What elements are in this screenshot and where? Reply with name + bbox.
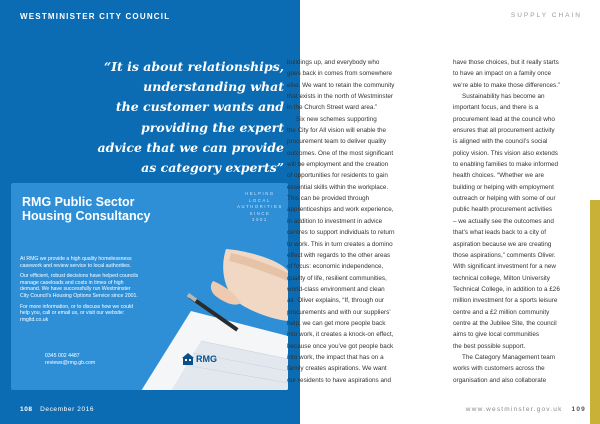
writing-hand-photo: [131, 241, 288, 390]
article-line: that’s what leads back to a city of: [453, 229, 546, 237]
article-line: in addition to investment in advice: [287, 217, 383, 225]
article-line: the best possible support.: [453, 342, 526, 350]
article-line: works with customers across the: [453, 365, 545, 373]
article-line: air. Oliver explains, “If, through our: [287, 297, 384, 305]
rmg-advertisement: [11, 183, 288, 390]
article-line: apprenticeships and work experience,: [287, 206, 394, 214]
left-page-number: 108: [20, 406, 33, 413]
article-line: Technical College, in addition to a £26: [453, 285, 560, 293]
ad-paragraph: For more information, or to discuss how we could help you, call or email us, or visit our website: rmgltd.co.uk: [20, 303, 134, 323]
article-line: important focus, and there is a: [453, 104, 539, 112]
article-line: aspiration because we are creating: [453, 240, 552, 248]
article-line: centre and a £2 million community: [453, 308, 550, 316]
section-header: SUPPLY CHAIN: [510, 12, 582, 19]
article-line: to enabling families to make informed: [453, 161, 559, 169]
article-line: because once you’ve got people back: [287, 342, 394, 350]
rmg-logo-text: RMG: [196, 354, 217, 364]
article-line: goes back in comes from somewhere: [287, 70, 393, 78]
pull-quote: [34, 57, 284, 178]
article-line: is aligned with the council’s social: [453, 138, 548, 146]
ad-title-line: Housing Consultancy: [22, 209, 151, 223]
ad-paragraph: Our efficient, robust decisions have helped councils manage caseloads and costs in times of high demand. We have successfully run Westminster City Council’s Housing Options Service since 2001.: [20, 273, 139, 299]
article-line: building or helping with employment: [453, 183, 554, 191]
article-line: will be employment and the creation: [287, 161, 389, 169]
article-line: – we actually see the outcomes and: [453, 217, 554, 225]
article-line: centres to support individuals to return: [287, 229, 395, 237]
article-line: into work, the impact that has on a: [287, 353, 384, 361]
article-line: The Category Management team: [462, 353, 556, 361]
article-line: centre at the Jubilee Site, the council: [453, 319, 557, 327]
ad-contact: [45, 353, 125, 367]
article-line: family creates aspirations. We want: [287, 365, 387, 373]
article-line: to work. This in turn creates a domino: [287, 240, 393, 248]
article-line: into work, it creates a knock-on effect,: [287, 331, 394, 339]
article-line: outreach or helping with some of our: [453, 195, 556, 203]
article-line: essential skills within the workplace.: [287, 183, 389, 191]
article-line: With significant investment for a new: [453, 263, 556, 271]
pull-quote-line: understanding what: [143, 79, 284, 95]
pull-quote-line: as category experts”: [141, 160, 284, 176]
article-line: technical college, Milton University: [453, 274, 550, 282]
pull-quote-line: the customer wants and: [115, 99, 284, 115]
article-line: our residents to have aspirations and: [287, 376, 392, 384]
ad-tagline-line: HELPING: [245, 191, 275, 196]
ad-body: [20, 256, 140, 327]
ad-email: reviews@rmg.gb.com: [45, 360, 96, 366]
right-footer: [466, 406, 586, 413]
right-page-number: 109: [571, 406, 586, 413]
article-line: have those choices, but it really starts: [453, 59, 559, 66]
article-line: Sustainability has become an: [462, 93, 545, 101]
ad-tagline-line: LOCAL: [249, 197, 271, 203]
article-line: those aspirations,” comments Oliver.: [453, 251, 556, 259]
article-line: policy vision. This vision also extends: [453, 149, 558, 157]
ad-title: [22, 195, 150, 223]
pull-quote-line: providing the expert: [141, 119, 284, 135]
article-line: the City for All vision will enable the: [287, 127, 387, 135]
article-line: help, we can get more people back: [287, 319, 386, 327]
decorative-strip: [590, 200, 600, 424]
left-footer: [20, 406, 94, 413]
ad-tagline-line: 2001: [252, 217, 268, 222]
publication-header: WESTMINISTER CITY COUNCIL: [20, 12, 171, 21]
article-line: Six new schemes supporting: [296, 115, 377, 123]
building-icon: [182, 353, 194, 365]
article-line: health choices. “Whether we are: [453, 172, 544, 180]
pull-quote-line: “It is about relationships,: [103, 59, 284, 74]
article-line: procurement team to deliver quality: [287, 138, 387, 146]
article-line: ensures that all procurement activity: [453, 127, 555, 135]
website-url: www.westminster.gov.uk: [465, 406, 563, 413]
article-line: procurement lead at the council who: [453, 115, 555, 123]
article-line: outcomes. One of the most significant: [287, 149, 394, 157]
rmg-logo: [182, 353, 217, 365]
ad-phone: 0345 002 4487: [45, 353, 80, 359]
article-column-1: [287, 57, 421, 386]
article-line: to have an impact on a family once: [453, 70, 552, 78]
pull-quote-line: advice that we can provide: [97, 139, 284, 155]
article-line: buildings up, and everybody who: [287, 59, 380, 66]
article-line: in the Church Street ward area.”: [287, 104, 378, 112]
article-column-2: [453, 57, 587, 386]
ad-title-line: RMG Public Sector: [22, 195, 135, 209]
article-line: million investment for a sports leisure: [453, 297, 558, 305]
article-line: else. We want to retain the community: [287, 81, 395, 89]
article-line: aims to give local communities: [453, 331, 540, 339]
article-line: of focus: economic independence,: [287, 263, 384, 271]
article-line: procurements and with our suppliers’: [287, 308, 391, 316]
article-line: organisation and also collaborate: [453, 376, 547, 384]
article-line: of opportunities for residents to gain: [287, 172, 388, 180]
ad-tagline-line: AUTHORITIES: [237, 204, 283, 209]
ad-tagline: [224, 191, 288, 224]
article-line: public health procurement activities: [453, 206, 553, 214]
issue-date: December 2016: [40, 406, 95, 413]
ad-tagline-line: SINCE: [249, 210, 271, 216]
article-line: effect with regards to the other areas: [287, 251, 391, 259]
article-line: This can be provided through: [287, 195, 370, 203]
article-line: world-class environment and clean: [287, 285, 385, 293]
article-line: quality of life, resilient communities,: [287, 274, 387, 282]
ad-paragraph: At RMG we provide a high quality homelessness casework and review service to local authorities.: [20, 256, 132, 269]
article-line: we’re able to make those differences.”: [453, 81, 561, 89]
article-line: that exists in the north of Westminster: [287, 93, 394, 101]
